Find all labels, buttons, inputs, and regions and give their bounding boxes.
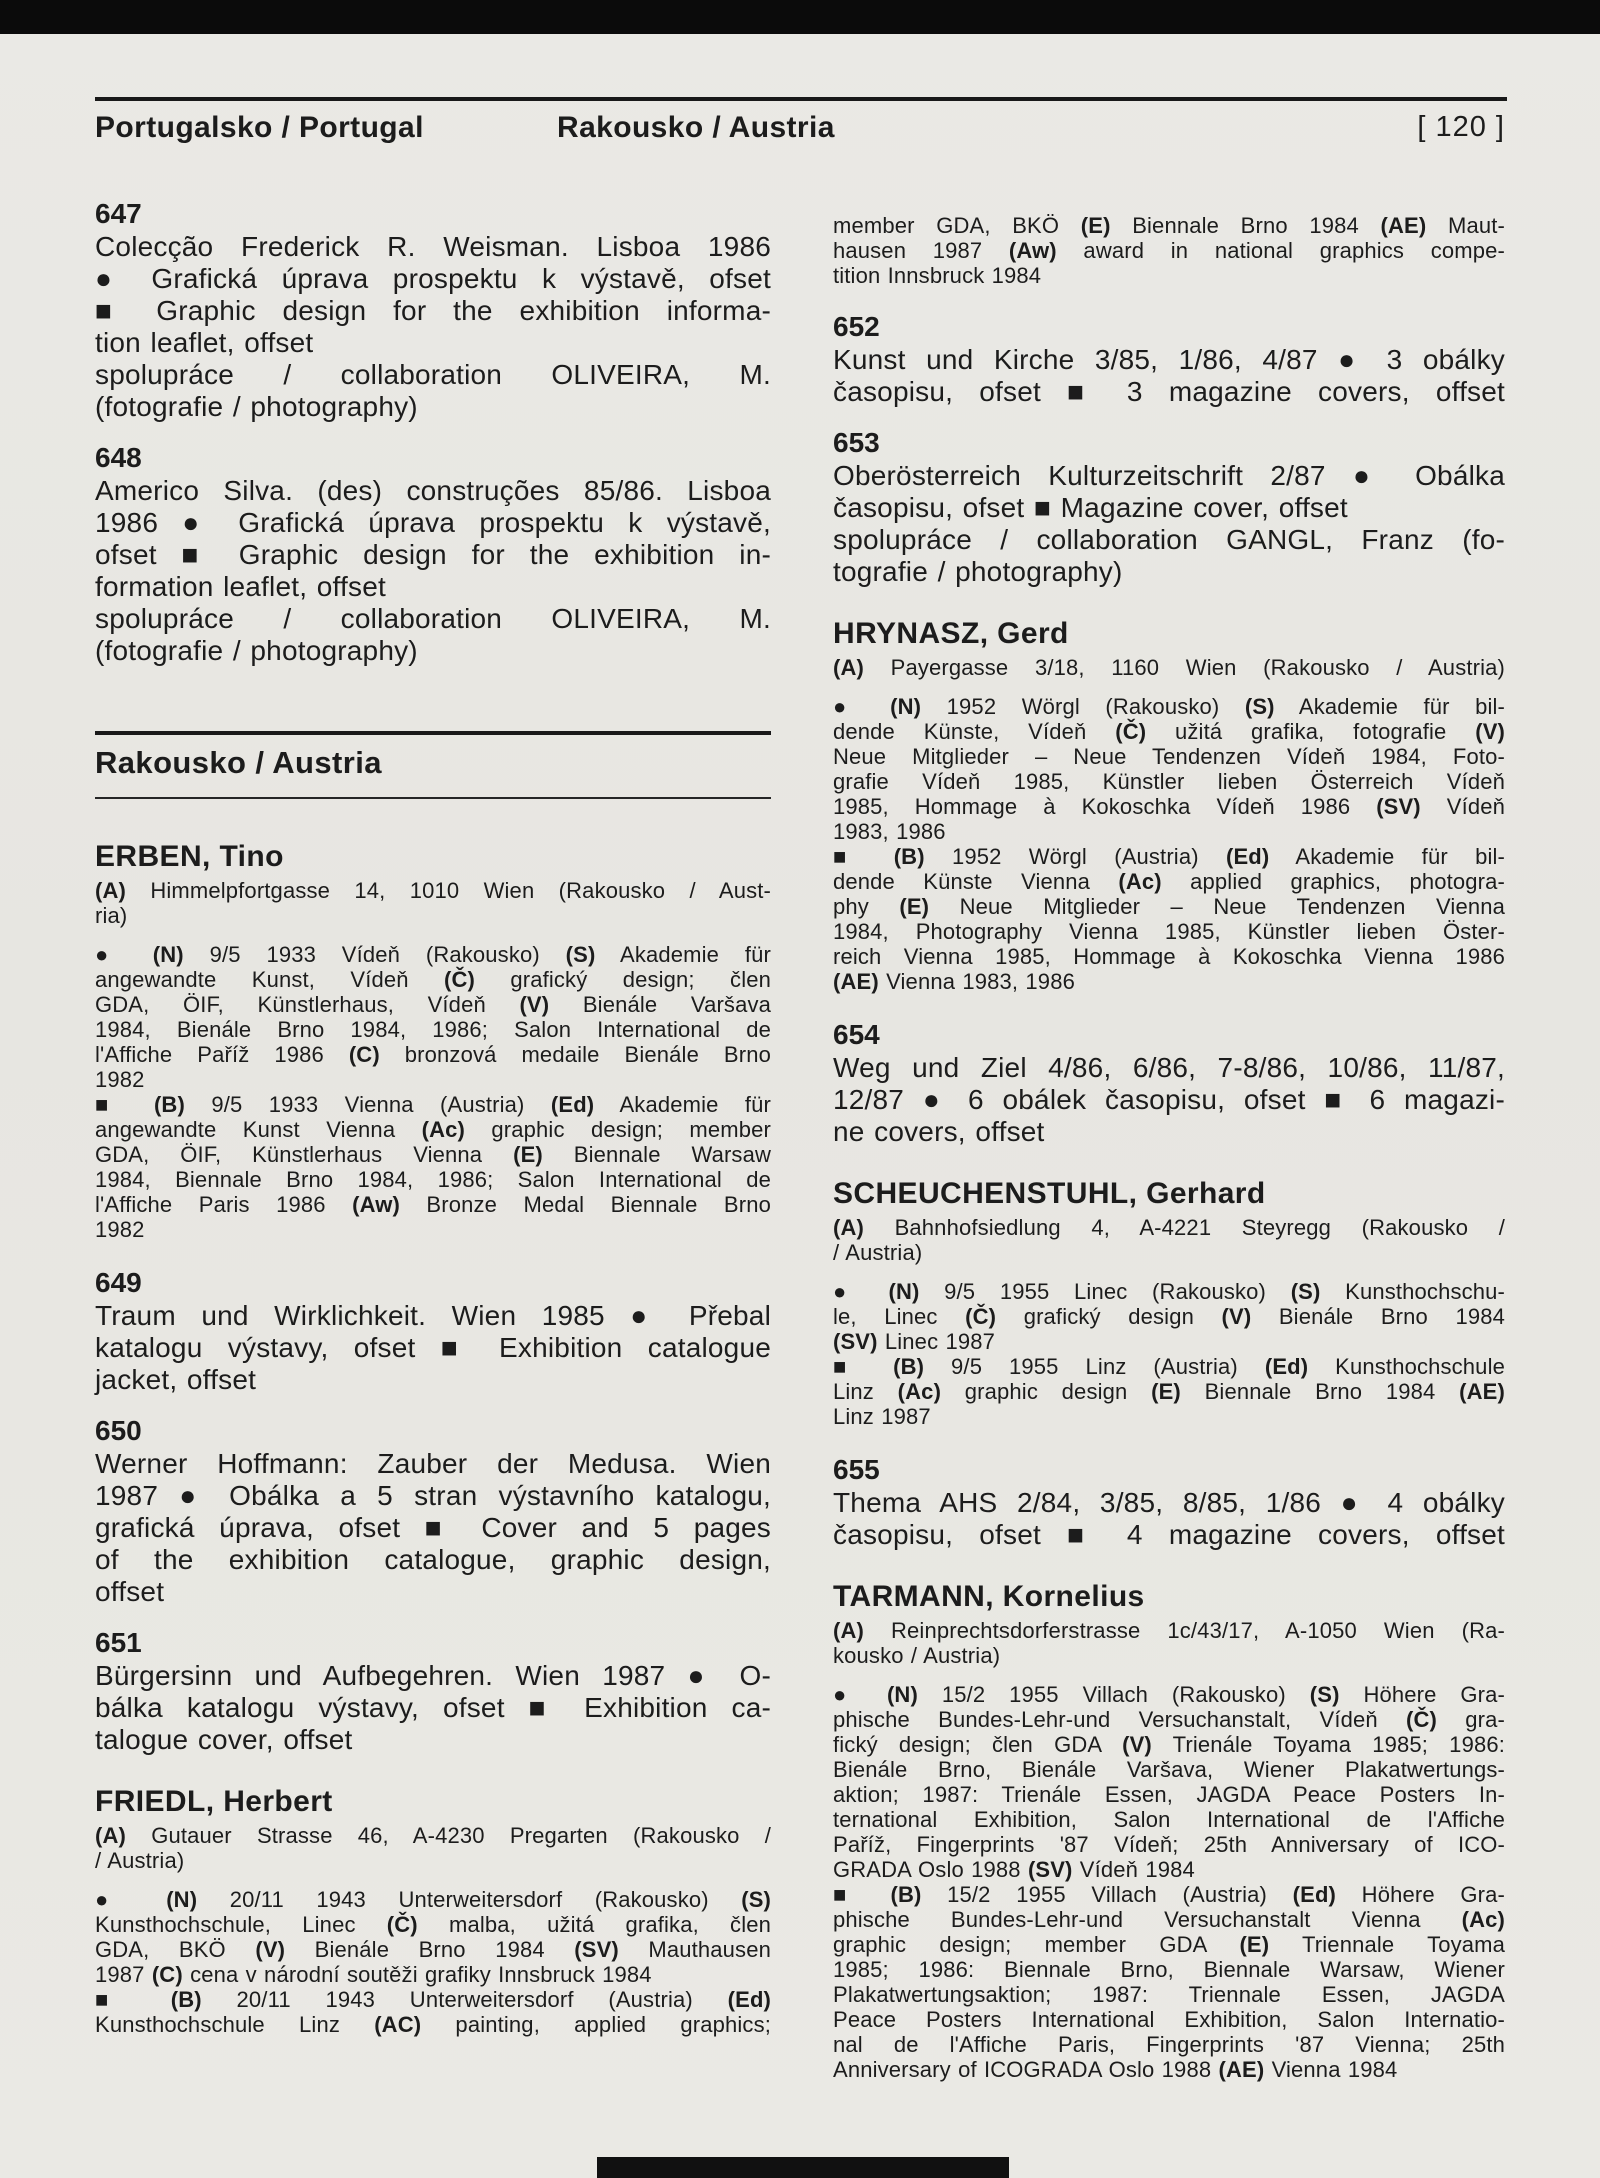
bottom-ink-mark [597,2157,1009,2178]
catalog-entry-654 [833,1018,1505,1148]
continuation-paragraph [833,213,1505,288]
bio-line: Linz 1987 [833,1404,931,1429]
entry-line: Weg und Ziel 4/86, 6/86, 7-8/86, 10/86, 11/87, [833,1052,1505,1083]
entry-number: 650 [95,1415,142,1446]
bio-line: 1985, Hommage à Kokoschka Vídeň 1986 (SV) Vídeň [833,794,1505,819]
entry-line: Colecção Frederick R. Weisman. Lisboa 1986 [95,231,771,262]
entry-line: spolupráce / collaboration OLIVEIRA, M. [95,603,771,634]
address-line: (A) Payergasse 3/18, 1160 Wien (Rakousko / Austria) [833,655,1505,680]
person-name: FRIEDL, Herbert [95,1785,333,1818]
bio-line: 1987 (C) cena v národní soutěži grafiky Innsbruck 1984 [95,1962,652,1987]
entry-line: bálka katalogu výstavy, ofset ■ Exhibition ca- [95,1692,771,1723]
entry-line: spolupráce / collaboration GANGL, Franz (fo- [833,524,1505,555]
bio-line: phy (E) Neue Mitglieder – Neue Tendenzen Vienna [833,894,1505,919]
bio-line: phische Bundes-Lehr-und Versuchanstalt Vienna (Ac) [833,1907,1505,1932]
bio-line: 1983, 1986 [833,819,946,844]
entry-line: Oberösterreich Kulturzeitschrift 2/87 ● Obálka [833,460,1505,491]
entry-line: talogue cover, offset [95,1724,353,1755]
section-title: Rakousko / Austria [95,745,382,780]
entry-line: 12/87 ● 6 obálek časopisu, ofset ■ 6 magazi- [833,1084,1505,1115]
bio-line: ■ (B) 1952 Wörgl (Austria) (Ed) Akademie für bil- [833,844,1506,869]
bio-line: Paříž, Fingerprints '87 Vídeň; 25th Anniversary of ICO- [833,1832,1505,1857]
header-country-left: Portugalsko / Portugal [95,111,424,144]
person-address [95,1823,771,1873]
catalog-entry-647 [95,197,771,423]
address-line: (A) Himmelpfortgasse 14, 1010 Wien (Rakousko / Aust- [95,878,771,903]
header-country-right: Rakousko / Austria [557,111,835,144]
bio-line: Kunsthochschule, Linec (Č) malba, užitá grafika, člen [95,1912,771,1937]
catalog-entry-650 [95,1414,771,1608]
address-line: (A) Bahnhofsiedlung 4, A-4221 Steyregg (Rakousko / [833,1215,1505,1240]
address-line: / Austria) [833,1240,923,1265]
person-name: HRYNASZ, Gerd [833,617,1069,650]
bio-line: ■ (B) 20/11 1943 Unterweitersdorf (Austria) (Ed) [95,1987,772,2012]
address-line: / Austria) [95,1848,185,1873]
bio-line: (AE) Vienna 1983, 1986 [833,969,1075,994]
page-header [95,101,1507,163]
right-column [833,197,1505,2106]
page-number: [ 120 ] [1417,111,1505,143]
bio-line: ■ (B) 9/5 1933 Vienna (Austria) (Ed) Akademie für [95,1092,772,1117]
entry-line: formation leaflet, offset [95,571,386,602]
entry-number: 649 [95,1267,142,1298]
bio-line: ● (N) 20/11 1943 Unterweitersdorf (Rakousko) (S) [95,1887,772,1912]
catalog-entry-653 [833,426,1505,588]
entry-line: Americo Silva. (des) construções 85/86. Lisboa [95,475,771,506]
bio-line: member GDA, BKÖ (E) Biennale Brno 1984 (AE) Maut- [833,213,1505,238]
catalog-entry-652 [833,310,1505,408]
person-address [833,655,1505,680]
bio-line: ternational Exhibition, Salon International de l'Affiche [833,1807,1505,1832]
entry-line: jacket, offset [95,1364,257,1395]
bio-line: 1984, Bienále Brno 1984, 1986; Salon International de [95,1017,771,1042]
bio-line: ● (N) 9/5 1955 Linec (Rakousko) (S) Kunsthochschu- [833,1279,1506,1304]
entry-line: of the exhibition catalogue, graphic design, [95,1544,771,1575]
bio-line: ■ (B) 15/2 1955 Villach (Austria) (Ed) Höhere Gra- [833,1882,1505,1907]
bio-line: Kunsthochschule Linz (AC) painting, applied graphics; [95,2012,771,2037]
bio-line: angewandte Kunst Vienna (Ac) graphic design; member [95,1117,771,1142]
entry-line: (fotografie / photography) [95,391,418,422]
bio-line: fický design; člen GDA (V) Trienále Toyama 1985; 1986: [833,1732,1505,1757]
person-entry-friedl [95,1784,771,2037]
bio-line: 1985; 1986: Biennale Brno, Biennale Warsaw, Wiener [833,1957,1505,1982]
bio-line: angewandte Kunst, Vídeň (Č) grafický design; člen [95,967,772,992]
catalog-entry-649 [95,1266,771,1396]
entry-number: 651 [95,1627,142,1658]
entry-number: 648 [95,442,142,473]
entry-line: Thema AHS 2/84, 3/85, 8/85, 1/86 ● 4 obálky [833,1487,1505,1518]
bio-line: 1982 [95,1217,145,1242]
two-column-layout [95,197,1507,2106]
person-name: ERBEN, Tino [95,840,284,873]
person-bio [833,694,1505,994]
person-address [833,1215,1505,1265]
bio-line: 1984, Photography Vienna 1985, Künstler lieben Öster- [833,919,1505,944]
bio-line: Peace Posters International Exhibition, Salon Internatio- [833,2007,1505,2032]
bio-line: l'Affiche Paris 1986 (Aw) Bronze Medal Biennale Brno [95,1192,771,1217]
bio-line: le, Linec (Č) grafický design (V) Bienále Brno 1984 [833,1304,1505,1329]
bio-line: dende Künste, Vídeň (Č) užitá grafika, fotografie (V) [833,719,1505,744]
bio-line: graphic design; member GDA (E) Triennale Toyama [833,1932,1505,1957]
bio-line: Neue Mitglieder – Neue Tendenzen Vídeň 1984, Foto- [833,744,1505,769]
entry-number: 653 [833,427,880,458]
catalog-entry-655 [833,1453,1505,1551]
entry-line: ofset ■ Graphic design for the exhibition in- [95,539,771,570]
person-entry-hrynasz [833,616,1505,994]
entry-line: Traum und Wirklichkeit. Wien 1985 ● Přebal [95,1300,771,1331]
person-address [833,1618,1505,1668]
person-bio [833,1682,1505,2082]
top-black-scan-bar [0,0,1600,34]
entry-line: 1986 ● Grafická úprava prospektu k výstavě, [95,507,771,538]
person-name: TARMANN, Kornelius [833,1580,1145,1613]
entry-number: 654 [833,1019,880,1050]
person-bio [95,942,771,1242]
bio-line: hausen 1987 (Aw) award in national graphics compe- [833,238,1505,263]
person-address [95,878,771,928]
bio-line: Anniversary of ICOGRADA Oslo 1988 (AE) Vienna 1984 [833,2057,1398,2082]
entry-line: 1987 ● Obálka a 5 stran výstavního katalogu, [95,1480,771,1511]
person-bio [95,1887,771,2037]
entry-line: ■ Graphic design for the exhibition informa- [95,295,771,326]
left-column [95,197,771,2106]
bio-line: ● (N) 9/5 1933 Vídeň (Rakousko) (S) Akademie für [95,942,771,967]
bio-line: (SV) Linec 1987 [833,1329,996,1354]
entry-line: (fotografie / photography) [95,635,418,666]
entry-line: grafická úprava, ofset ■ Cover and 5 pages [95,1512,771,1543]
bio-line: ● (N) 15/2 1955 Villach (Rakousko) (S) Höhere Gra- [833,1682,1506,1707]
bio-line: GDA, BKÖ (V) Bienále Brno 1984 (SV) Mauthausen [95,1937,771,1962]
bio-line: GDA, ÖIF, Künstlerhaus, Vídeň (V) Bienále Varšava [95,992,771,1017]
bio-line: Linz (Ac) graphic design (E) Biennale Brno 1984 (AE) [833,1379,1505,1404]
bio-line: ● (N) 1952 Wörgl (Rakousko) (S) Akademie für bil- [833,694,1506,719]
entry-line: tografie / photography) [833,556,1123,587]
entry-line: Werner Hoffmann: Zauber der Medusa. Wien [95,1448,771,1479]
entry-line: časopisu, ofset ■ 3 magazine covers, offset [833,376,1505,407]
bio-line: GDA, ÖIF, Künstlerhaus Vienna (E) Biennale Warsaw [95,1142,772,1167]
entry-line: offset [95,1576,165,1607]
bio-line: ■ (B) 9/5 1955 Linz (Austria) (Ed) Kunsthochschule [833,1354,1505,1379]
bio-line: reich Vienna 1985, Hommage à Kokoschka Vienna 1986 [833,944,1505,969]
person-entry-tarmann [833,1579,1505,2082]
bio-line: GRADA Oslo 1988 (SV) Vídeň 1984 [833,1857,1195,1882]
entry-line: časopisu, ofset ■ 4 magazine covers, offset [833,1519,1505,1550]
address-line: kousko / Austria) [833,1643,1001,1668]
bio-line: 1982 [95,1067,145,1092]
bio-line: 1984, Biennale Brno 1984, 1986; Salon International de [95,1167,771,1192]
bio-line: phische Bundes-Lehr-und Versuchanstalt, Vídeň (Č) gra- [833,1707,1505,1732]
address-line: (A) Gutauer Strasse 46, A-4230 Pregarten (Rakousko / [95,1823,771,1848]
bio-line: dende Künste Vienna (Ac) applied graphics, photogra- [833,869,1505,894]
person-entry-scheuchenstuhl [833,1176,1505,1429]
bio-line: tition Innsbruck 1984 [833,263,1042,288]
address-line: ria) [95,903,128,928]
person-bio [833,1279,1505,1429]
entry-line: časopisu, ofset ■ Magazine cover, offset [833,492,1348,523]
person-name: SCHEUCHENSTUHL, Gerhard [833,1177,1266,1210]
entry-number: 655 [833,1454,880,1485]
entry-line: katalogu výstavy, ofset ■ Exhibition catalogue [95,1332,771,1363]
entry-line: Bürgersinn und Aufbegehren. Wien 1987 ● O- [95,1660,771,1691]
bio-line: nal de l'Affiche Paris, Fingerprints '87 Vienna; 25th [833,2032,1505,2057]
entry-line: spolupráce / collaboration OLIVEIRA, M. [95,359,771,390]
person-entry-erben [95,839,771,1242]
entry-line: tion leaflet, offset [95,327,314,358]
bio-line: aktion; 1987: Trienále Essen, JAGDA Peace Posters In- [833,1782,1505,1807]
entry-number: 647 [95,198,142,229]
entry-number: 652 [833,311,880,342]
country-section-header [95,731,771,799]
bio-line: Bienále Brno, Bienále Varšava, Wiener Plakatwertungs- [833,1757,1505,1782]
entry-line: ne covers, offset [833,1116,1045,1147]
address-line: (A) Reinprechtsdorferstrasse 1c/43/17, A-1050 Wien (Ra- [833,1618,1505,1643]
bio-line: grafie Vídeň 1985, Künstler lieben Österreich Vídeň [833,769,1505,794]
page-content [95,97,1507,2106]
bio-line: Plakatwertungsaktion; 1987: Triennale Essen, JAGDA [833,1982,1505,2007]
catalog-entry-648 [95,441,771,667]
bio-line: l'Affiche Paříž 1986 (C) bronzová medaile Bienále Brno [95,1042,771,1067]
entry-line: Kunst und Kirche 3/85, 1/86, 4/87 ● 3 obálky [833,344,1505,375]
entry-line: ● Grafická úprava prospektu k výstavě, ofset [95,263,771,294]
catalog-entry-651 [95,1626,771,1756]
